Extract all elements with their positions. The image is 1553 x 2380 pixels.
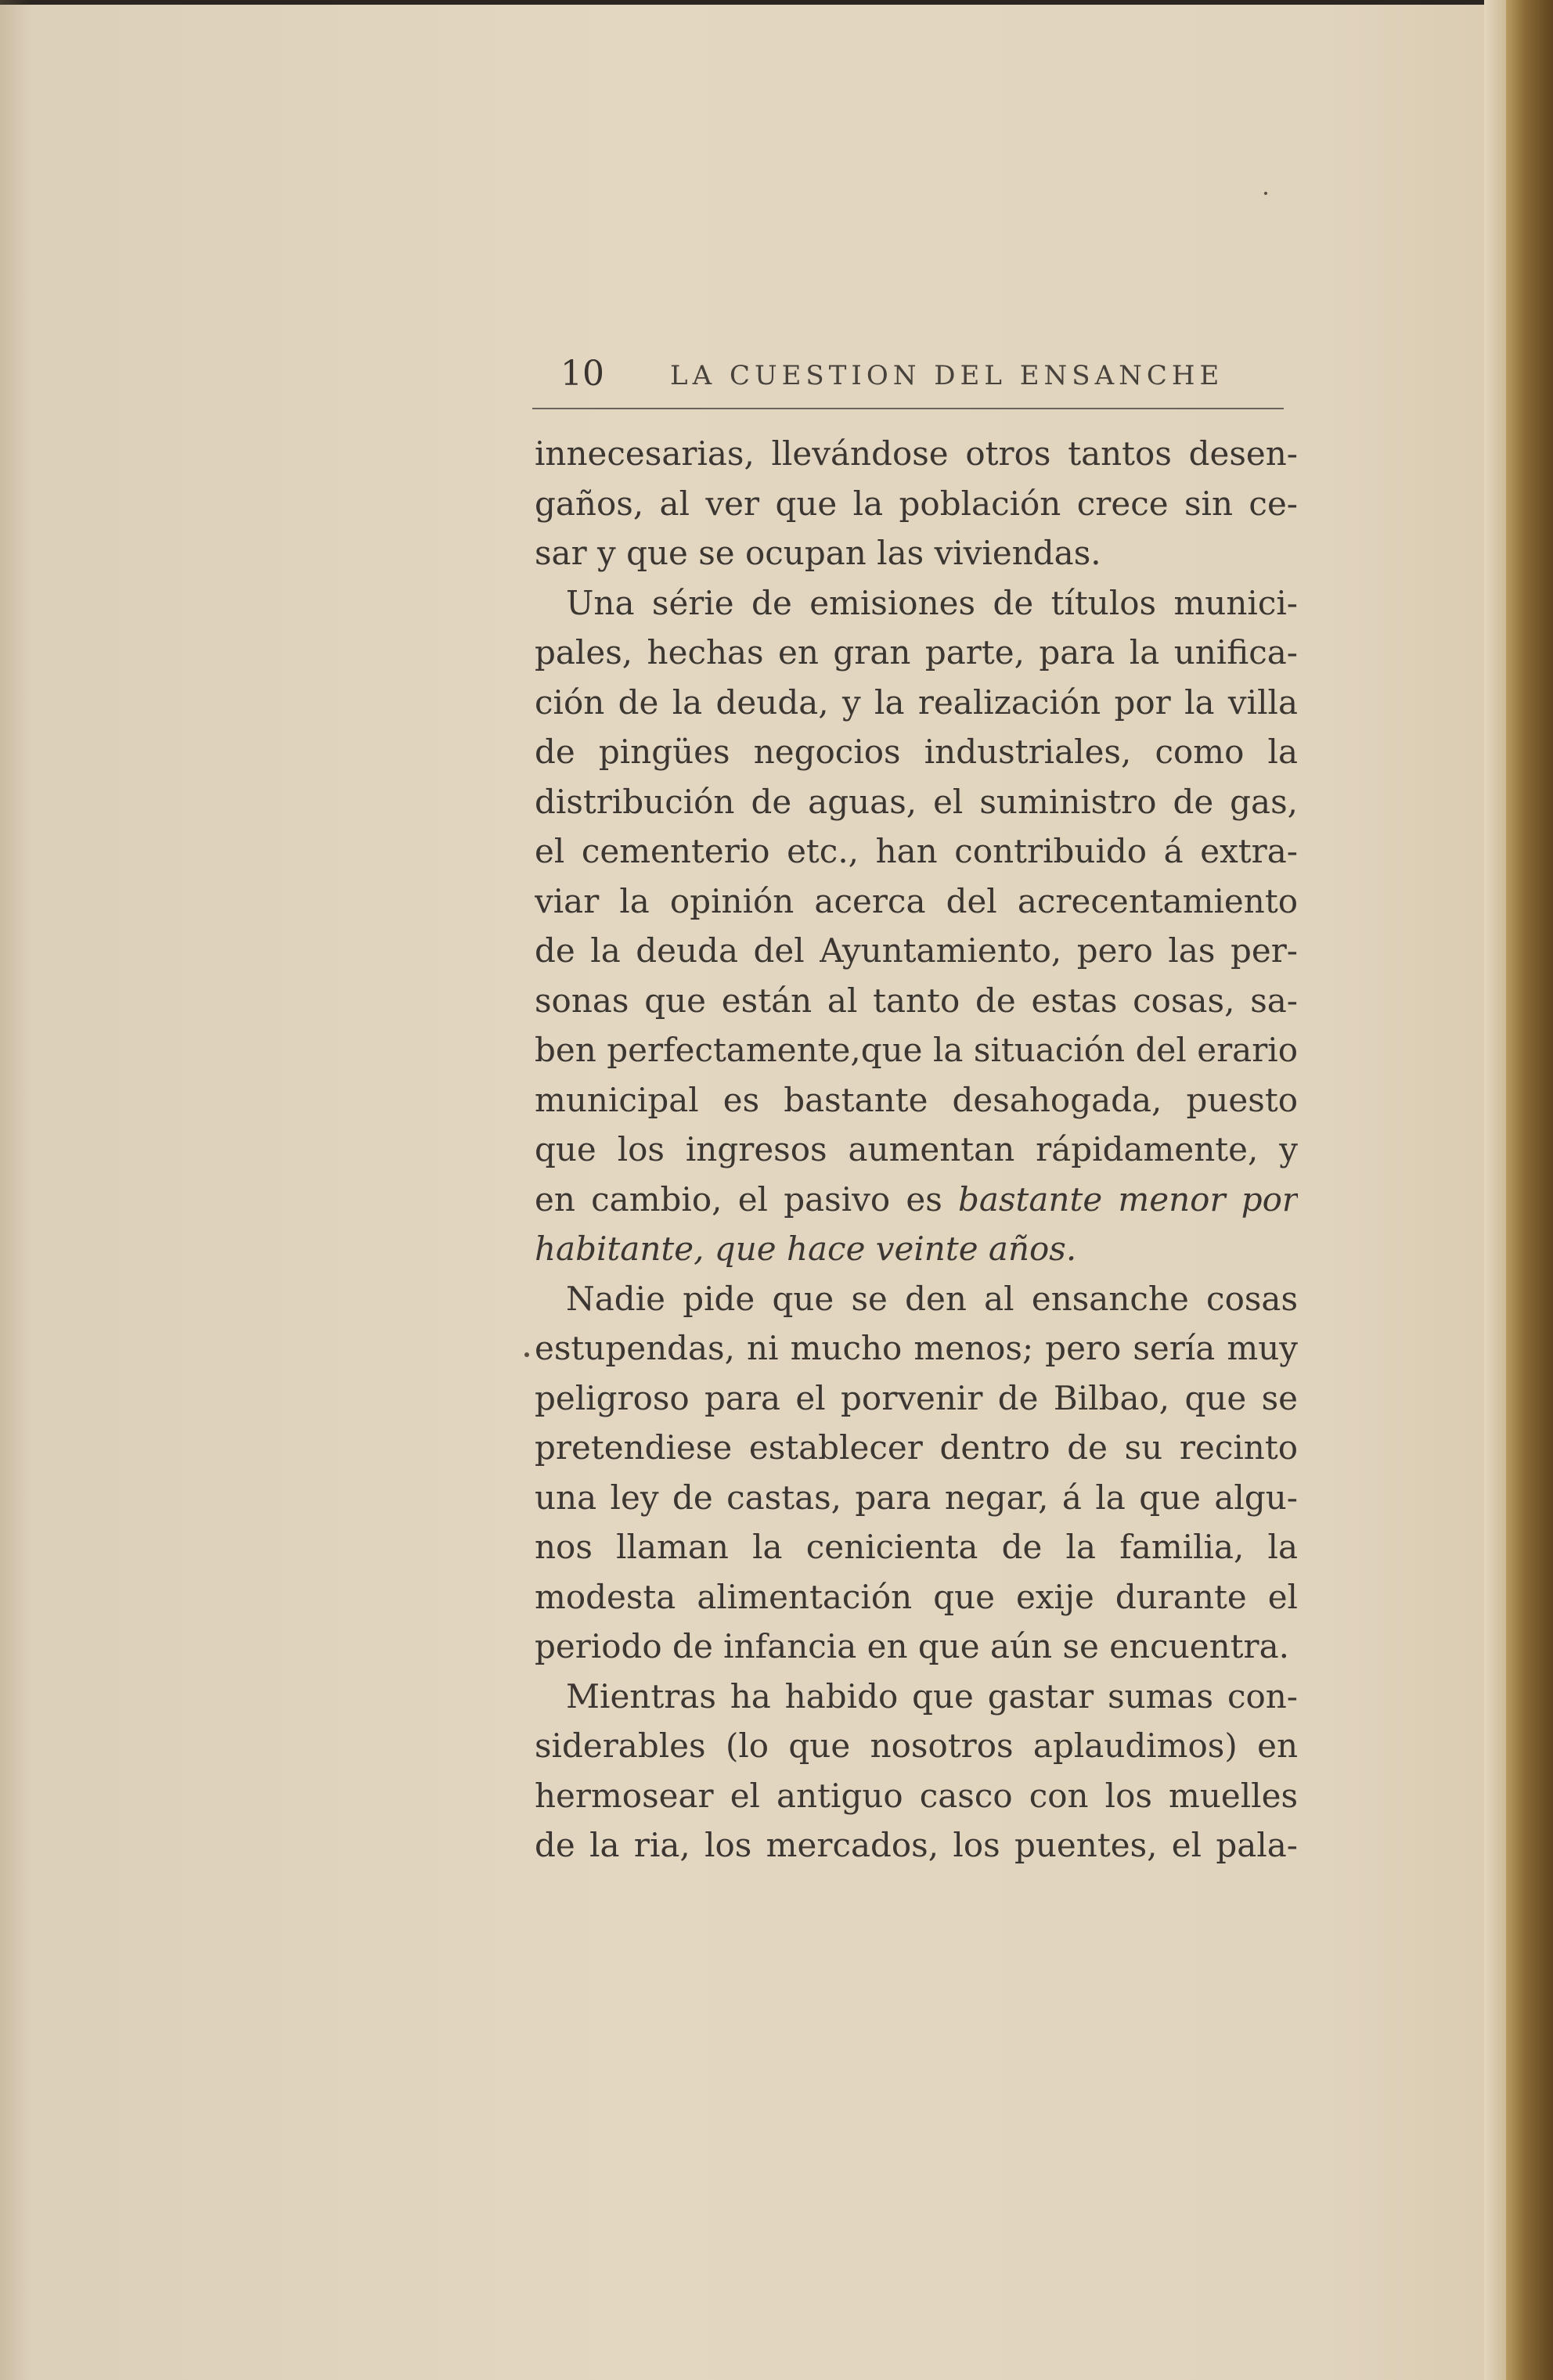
header-rule (532, 408, 1284, 409)
text-line-content: de pingües negocios industriales, como la (535, 733, 1298, 771)
text-line (535, 479, 1298, 529)
text-line-content: distribución de aguas, el suministro de gas, (535, 782, 1298, 821)
text-line-content: peligroso para el porvenir de Bilbao, que se (535, 1378, 1298, 1417)
book-spine-edge (1506, 0, 1553, 2380)
text-line (535, 1522, 1298, 1572)
text-line (535, 678, 1298, 728)
text-line-content: gaños, al ver que la población crece sin ce- (535, 484, 1298, 523)
running-title: LA CUESTION DEL ENSANCHE (670, 360, 1224, 391)
text-line-content: viar la opinión acerca del acrecentamiento (535, 881, 1298, 920)
text-line-content: ción de la deuda, y la realización por la villa (535, 682, 1298, 722)
text-line (535, 1473, 1298, 1523)
ink-speck (524, 1352, 529, 1357)
italic-emphasis: habitante, que hace veinte años. (535, 1230, 1077, 1268)
text-line (535, 1025, 1298, 1075)
text-line (535, 1622, 1298, 1672)
text-line (535, 1274, 1298, 1324)
text-line (535, 1125, 1298, 1175)
text-line (535, 628, 1298, 678)
text-line (535, 1572, 1298, 1622)
text-line (535, 926, 1298, 976)
text-line (535, 777, 1298, 827)
text-line-content: en cambio, el pasivo es (535, 1179, 959, 1219)
page-number: 10 (560, 354, 604, 394)
text-line (535, 1374, 1298, 1424)
text-line-content: modesta alimentación que exije durante el (535, 1577, 1298, 1616)
text-line-content: municipal es bastante desahogada, puesto (535, 1080, 1298, 1119)
text-line (535, 1323, 1298, 1374)
text-line (535, 727, 1298, 777)
text-line (535, 826, 1298, 877)
text-line (535, 1423, 1298, 1473)
text-line-content: Mientras ha habido que gastar sumas con- (566, 1676, 1298, 1716)
text-line-content: sonas que están al tanto de estas cosas, sa- (535, 981, 1298, 1020)
text-line-content: Nadie pide que se den al ensanche cosas (566, 1279, 1298, 1318)
text-line (535, 877, 1298, 927)
text-line-content: el cementerio etc., han contribuido á extra- (535, 832, 1298, 870)
text-line-content: de la ria, los mercados, los puentes, el pala- (535, 1826, 1298, 1864)
text-line-content: sar y que se ocupan las viviendas. (535, 534, 1101, 572)
text-line-content: pales, hechas en gran parte, para la unifica- (535, 633, 1298, 672)
text-line-content: pretendiese establecer dentro de su recinto (535, 1428, 1298, 1467)
text-line-content: ben perfectamente,que la situación del erario (535, 1031, 1298, 1069)
left-edge-shadow (0, 0, 31, 2380)
text-line (535, 1771, 1298, 1821)
text-line-content: Una série de emisiones de títulos munici- (566, 583, 1298, 622)
top-edge-shadow (0, 0, 1487, 5)
text-line (535, 1075, 1298, 1125)
ink-speck (1264, 192, 1267, 195)
text-line (535, 1175, 1298, 1225)
text-line-content: siderables (lo que nosotros aplaudimos) en (535, 1726, 1298, 1765)
text-line-content: hermosear el antiguo casco con los muelles (535, 1776, 1298, 1815)
text-line (535, 429, 1298, 479)
text-line (535, 1721, 1298, 1771)
body-text (535, 429, 1298, 1871)
text-line (535, 1224, 1298, 1274)
text-line (535, 578, 1298, 628)
running-head (539, 351, 1290, 401)
text-line-content: que los ingresos aumentan rápidamente, y (535, 1130, 1298, 1168)
italic-emphasis: bastante menor por (958, 1179, 1298, 1219)
text-line (535, 1820, 1298, 1871)
text-line (535, 1672, 1298, 1722)
text-line-content: nos llaman la cenicienta de la familia, la (535, 1528, 1298, 1566)
text-line (535, 528, 1298, 578)
text-line-content: periodo de infancia en que aún se encuentra. (535, 1627, 1289, 1665)
page-gutter-shading (1484, 0, 1506, 2380)
text-line (535, 976, 1298, 1026)
text-line-content: estupendas, ni mucho menos; pero sería muy (535, 1329, 1298, 1367)
text-line-content: de la deuda del Ayuntamiento, pero las per- (535, 931, 1298, 970)
text-line-content: innecesarias, llevándose otros tantos desen- (535, 434, 1298, 473)
text-line-content: una ley de castas, para negar, á la que algu- (535, 1478, 1298, 1517)
